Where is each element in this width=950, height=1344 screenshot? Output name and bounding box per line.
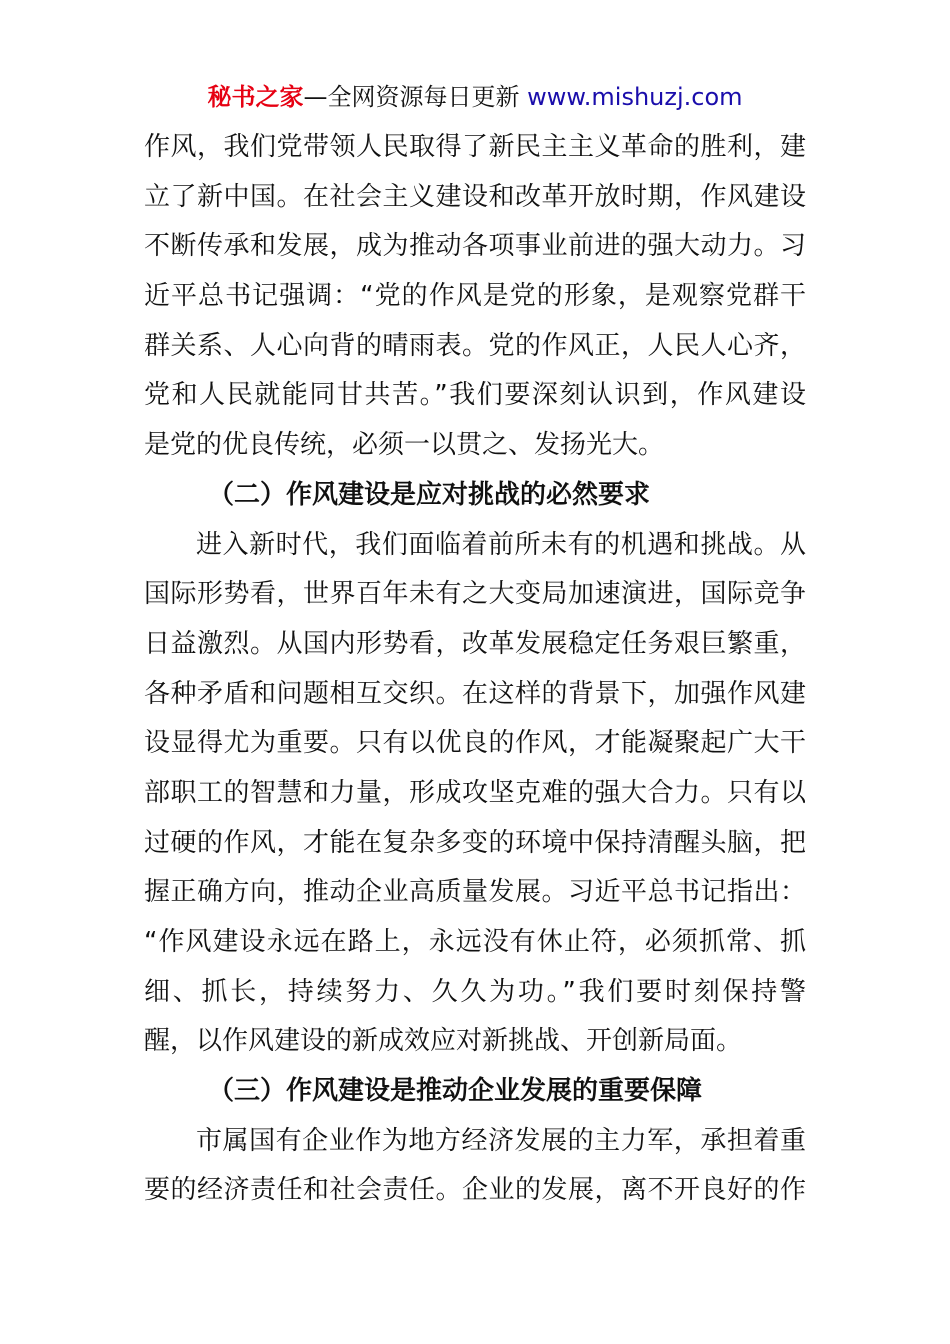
section-heading-2: （二）作风建设是应对挑战的必然要求 [208, 479, 651, 510]
paragraph-line: 国际形势看，世界百年未有之大变局加速演进，国际竞争 [144, 579, 806, 610]
paragraph-line: 各种矛盾和问题相互交织。在这样的背景下，加强作风建 [144, 678, 806, 709]
paragraph-line: 握正确方向，推动企业高质量发展。习近平总书记指出： [144, 877, 806, 908]
section-heading-3: （三）作风建设是推动企业发展的重要保障 [208, 1076, 703, 1107]
header-slogan: —全网资源每日更新 [303, 83, 520, 111]
paragraph-line: 不断传承和发展，成为推动各项事业前进的强大动力。习 [144, 231, 806, 262]
paragraph-line: 醒，以作风建设的新成效应对新挑战、开创新局面。 [144, 1026, 743, 1057]
paragraph-line: 部职工的智慧和力量，形成攻坚克难的强大合力。只有以 [144, 777, 806, 808]
paragraph-line: 要的经济责任和社会责任。企业的发展，离不开良好的作 [144, 1175, 806, 1206]
paragraph-line: 日益激烈。从国内形势看，改革发展稳定任务艰巨繁重， [144, 628, 806, 659]
page-header [0, 80, 950, 114]
paragraph-line: 立了新中国。在社会主义建设和改革开放时期，作风建设 [144, 181, 806, 212]
paragraph-line: 作风，我们党带领人民取得了新民主主义革命的胜利，建 [144, 132, 806, 162]
header-brand: 秘书之家 [207, 83, 304, 111]
paragraph-line: 近平总书记强调：“党的作风是党的形象，是观察党群干 [144, 281, 806, 312]
paragraph-line: 群关系、人心向背的晴雨表。党的作风正，人民人心齐， [144, 330, 806, 361]
paragraph-line: 市属国有企业作为地方经济发展的主力军，承担着重 [196, 1125, 806, 1156]
header-url-link[interactable]: www.mishuzj.com [527, 83, 743, 111]
document-body [144, 123, 806, 1216]
paragraph-line: 过硬的作风，才能在复杂多变的环境中保持清醒头脑，把 [144, 827, 806, 858]
paragraph-line: 设显得尤为重要。只有以优良的作风，才能凝聚起广大干 [144, 728, 806, 759]
paragraph-line: 进入新时代，我们面临着前所未有的机遇和挑战。从 [196, 529, 806, 560]
paragraph-line: 党和人民就能同甘共苦。”我们要深刻认识到，作风建设 [144, 380, 806, 411]
paragraph-line: 细、抓长，持续努力、久久为功。”我们要时刻保持警 [144, 976, 806, 1007]
paragraph-line: 是党的优良传统，必须一以贯之、发扬光大。 [144, 430, 665, 461]
paragraph-line: “作风建设永远在路上，永远没有休止符，必须抓常、抓 [144, 927, 806, 957]
